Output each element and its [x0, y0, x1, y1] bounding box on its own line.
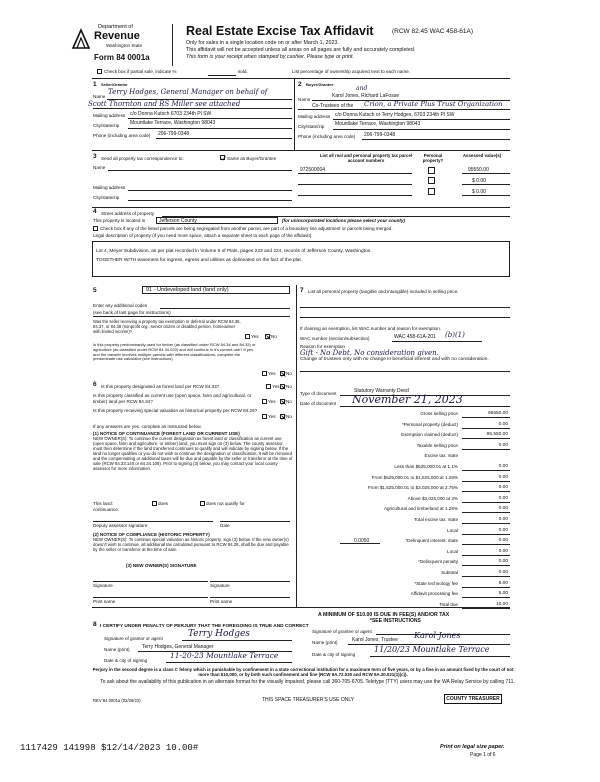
personal-property-checkbox-3[interactable]	[428, 188, 435, 195]
section-7-number: 7	[300, 287, 304, 294]
form-title-ref: (RCW 82.45 WAC 458-61A)	[392, 28, 474, 35]
does-label: does	[158, 501, 168, 506]
tax-row-label: Taxable selling price	[416, 442, 458, 448]
section-5-number: 5	[93, 287, 97, 294]
availability-note: To ask about the availability of this publication in an alternate format for the visually impaired, please call 360-705-6705. Teletype (TTY) users may use the WA Relay Service by calling 711.	[100, 679, 515, 685]
seller-name-hand: Terry Hodges, General Manager on behalf of	[108, 88, 268, 96]
doc-date-label: Date of document	[300, 401, 337, 406]
section-2-number: 2	[298, 81, 302, 88]
tax-row-underline	[462, 428, 510, 429]
tax-row-label: Local	[447, 548, 458, 554]
tax-row-value[interactable]: 0.00	[498, 570, 508, 575]
tax-row-label: *State technology fee	[414, 580, 458, 586]
use-code-select[interactable]: 91 - Undeveloped land (land only)	[142, 286, 290, 294]
personal-property-checkbox-1[interactable]	[428, 167, 435, 174]
buyer-and-hand: and	[356, 85, 368, 92]
grantee-signature-hand[interactable]: Karol Jones	[414, 631, 461, 640]
personal-property-checkbox-2[interactable]	[428, 177, 435, 184]
tax-row-label: *Delinquent interest: state	[405, 538, 458, 544]
additional-codes-label: Enter any additional codes	[93, 303, 148, 308]
tax-row-underline	[462, 597, 510, 598]
if-yes-label: If any answers are yes, complete as instructed below.	[93, 424, 202, 429]
assessed-value-header: Assessed value(s)	[462, 153, 502, 158]
seller-city-value[interactable]: Mountlake Terrace, Washington 98043	[130, 120, 216, 126]
assessed-value-1[interactable]: 95550.00	[468, 167, 489, 173]
grantor-date-hand[interactable]: 11-20-23 Mountlake Terrace	[170, 651, 279, 660]
s3-mailing-label: Mailing address	[93, 185, 126, 190]
tax-row-value[interactable]: 5.00	[498, 580, 508, 586]
tax-row-value[interactable]: 5.00	[498, 591, 508, 597]
buyer-name-value[interactable]: Karol Jones, Richard LaFosse	[332, 93, 399, 99]
s3-city-label: City/state/zip	[93, 195, 120, 200]
s6-q1-no-label: No	[286, 384, 292, 389]
s6-q2-no-label: No	[286, 399, 292, 404]
tax-row-underline	[462, 523, 510, 524]
buyer-name2-value[interactable]: Co-Trustees of the	[312, 103, 354, 109]
wac-number-hand: (b)(1)	[445, 331, 465, 339]
street-address-label: Street address of property	[101, 211, 155, 216]
q1-no-checkbox[interactable]	[265, 334, 270, 339]
q1-yes-label: Yes	[251, 334, 259, 339]
legal-description-box[interactable]	[92, 241, 510, 277]
buyer-phone-label: Phone (including area code)	[298, 134, 356, 139]
s6-q2-yes-label: Yes	[268, 399, 276, 404]
doc-type-label: Type of document	[300, 391, 337, 396]
new-owner-print-label-1: Print name	[93, 599, 116, 604]
grantor-signature-label: Signature of grantor or agent	[104, 636, 163, 641]
tax-row-label: Gross selling price	[420, 411, 458, 416]
tax-row-label: Less than $525,000.01 at 1.1%	[394, 464, 458, 469]
tax-row-value[interactable]: 0.00	[498, 421, 508, 427]
legal-description-line1: Lot 4, Meyer Subdivision, as per plat recorded in Volume 6 of Plats, pages 223 and 224, records of Jefferson County, Washington.	[96, 249, 372, 254]
check-icon	[281, 385, 286, 390]
reason-value[interactable]: Change of trustees only with no change in beneficial interest and with no consideration.	[300, 357, 489, 362]
this-land-label: This land:	[93, 501, 113, 506]
tax-row-underline	[462, 512, 510, 513]
new-owner-print-label-2: Print name	[210, 599, 233, 604]
reason-hand: Gift - No Debt, No consideration given.	[300, 349, 439, 357]
q2-no-checkbox[interactable]	[280, 371, 285, 376]
grantee-date-label: Date & city of signing	[312, 652, 356, 657]
legal-description-line2: TOGETHER WITH easement for ingress, egress and utilities as delineated on the fact of the plat.	[96, 257, 303, 263]
segregated-label: Check box if any of the listed parcels are being segregated from another parcel, are part of a boundary line adjustment or parcels being merged.	[100, 226, 393, 231]
s6-q1-yes-label: Yes	[272, 384, 280, 389]
does-not-label: does not qualify for	[206, 501, 245, 506]
s6-q3-yes-label: Yes	[268, 414, 276, 419]
see-instructions-note: *SEE INSTRUCTIONS	[370, 618, 421, 624]
tax-row-value[interactable]: 0.00	[498, 517, 508, 522]
ownership-note: List percentage of ownership acquired next to each name.	[292, 69, 410, 74]
notice-compliance-title: (2) NOTICE OF COMPLIANCE (HISTORIC PROPERTY)	[93, 532, 210, 537]
legal-description-label: Legal description of property (if you need more space, attach a separate sheet to each page of the affidavit).	[93, 233, 313, 238]
tax-row-underline	[462, 534, 510, 535]
tax-row-value[interactable]: 95,550.00	[486, 432, 508, 438]
q2-no-label: No	[286, 371, 292, 376]
seller-heading: Seller/Grantor	[101, 82, 128, 87]
tax-row-label: Exemption claimed (deduct)	[401, 432, 458, 438]
notice-compliance-body: NEW OWNER(S): To continue special valuation as historic property, sign (3) below. If the new owner(s) doesn't wish to continue, all additional tax calculated pursuant to RCW 84.26, shall be due and payable by the seller or transferor at the time of sale.	[93, 537, 289, 552]
seller-name-hand-2: Scott Thornton and RS Miller see attached	[88, 100, 241, 108]
section-8-number: 8	[93, 621, 97, 628]
form-title: Real Estate Excise Tax Affidavit	[186, 24, 374, 38]
see-list-label: (see back of last page for instructions)	[93, 310, 171, 315]
header-note-1: Only for sales in a single location code on or after March 1, 2023.	[186, 40, 339, 46]
s6-q1-yes-checkbox[interactable]	[266, 384, 271, 389]
buyer-heading: Buyer/Grantee	[306, 82, 334, 87]
seller-name-label: Name	[93, 94, 106, 99]
q2-yes-checkbox[interactable]	[262, 371, 267, 376]
buyer-city-value[interactable]: Mountlake Terrace, Washington 98043	[335, 121, 421, 127]
tax-row-underline	[462, 565, 510, 566]
doc-date-hand[interactable]: November 21, 2023	[352, 393, 463, 406]
tax-row-label: Agricultural and timberland at 1.28%	[383, 506, 458, 512]
header-note-3: This form is your receipt when stamped by cashier. Please type or print.	[186, 54, 354, 60]
assessor-signature-label: Deputy assessor signature	[93, 523, 148, 528]
page-number: Page 1 of 6	[470, 752, 496, 758]
tax-row-label: From $525,000.01 to $1,525,000 at 1.28%	[371, 474, 458, 480]
tax-row-label: Excise tax: state	[424, 453, 458, 459]
tax-row-value[interactable]: 0.00	[498, 474, 508, 480]
grantee-name-value[interactable]: Karol Jones, Trustee	[352, 637, 398, 643]
tax-row-value[interactable]: 0.00	[498, 485, 508, 491]
does-not-checkbox[interactable]	[200, 501, 205, 506]
assessed-value-3[interactable]: $ 0.00	[472, 189, 486, 195]
correspondence-label: Send all property tax correspondence to:	[101, 156, 184, 161]
grantor-signature-hand[interactable]: Terry Hodges	[188, 629, 250, 639]
s6-q1-no-checkbox[interactable]	[280, 384, 285, 389]
grantee-date-hand[interactable]: 11/20/23 Mountlake Terrace	[374, 645, 490, 654]
tax-row-underline	[462, 438, 510, 439]
does-checkbox[interactable]	[152, 501, 157, 506]
partial-sale-checkbox[interactable]	[97, 69, 102, 74]
revision-label: REV 84 0001a (02/28/23)	[93, 698, 141, 703]
tax-row-underline	[462, 491, 510, 492]
grantor-date-label: Date & city of signing	[104, 658, 148, 663]
tax-row-label: *Personal property (deduct)	[401, 421, 458, 427]
q2-yes-label: Yes	[268, 371, 276, 376]
assessed-value-2[interactable]: $ 0.00	[472, 178, 486, 184]
unincorporated-note: (for unincorporated locations please select your county)	[282, 218, 406, 223]
wac-number-label: WAC number (section/subsection)	[300, 336, 370, 341]
grantor-name-label: Name (print)	[104, 647, 130, 652]
tax-row-underline	[462, 555, 510, 556]
assessor-date-label: Date	[220, 523, 230, 528]
seller-phone-value[interactable]: 206-799-0348	[158, 131, 190, 137]
tax-row-label: *Delinquent penalty	[418, 559, 458, 565]
grantee-name-label: Name (print)	[312, 640, 338, 645]
notice-continuance-body: NEW OWNER(S): To continue the current designation as forest land or classification as current use (open space, farm and agriculture, or timber) land, you must sign on (3) below. The county assessor must then determine if the land transferred continues to qualify and will indicate by signing below. If the land no longer qualifies or you do not wish to continue the designation or classification, it will be removed and the compensating or additional taxes will be due and payable by the seller or transferor at the time of sale (RCW 84.33.140 or 84.34.108). Prior to signing (3) below, you may contact your local county assessor for more information.	[93, 436, 293, 471]
s6-q3-yes-checkbox[interactable]	[262, 414, 267, 419]
located-in-label: This property is located in	[93, 218, 146, 223]
tax-row-label: Above $3,025,000 at 3%	[407, 495, 458, 501]
parcel-number-1[interactable]: 972500004	[300, 167, 326, 173]
tax-row-label: Subtotal	[441, 570, 458, 575]
dor-logo-mark	[70, 28, 92, 50]
s6-q3-no-label: No	[286, 414, 292, 419]
new-owner-sig-label-2: Signature	[210, 583, 230, 588]
tax-row-value[interactable]: 0.00	[498, 495, 508, 501]
reason-label: Reason for exemption	[300, 344, 345, 349]
exemption-claim-label: If claiming an exemption, list WAC number and reason for exemption.	[300, 326, 442, 331]
tax-row-value[interactable]: 0.00	[498, 442, 508, 448]
check-icon	[281, 415, 286, 420]
perjury-statement: Perjury in the second degree is a class C felony which is punishable by confinement in a state correctional institution for a maximum term of five years, or by a fine in an amount fixed by the court of not more than $10,000, or by both such confinement and fine (RCW 9A.72.030 and RCW 9A.20.021(1)(c)).	[92, 667, 514, 678]
tax-row-underline	[462, 576, 510, 577]
section-4-number: 4	[93, 208, 97, 215]
tax-row-underline	[462, 481, 510, 482]
buyer-city-label: City/state/zip	[298, 124, 325, 129]
seller-phone-label: Phone (including area code)	[93, 133, 151, 138]
buyer-mailing-value[interactable]: c/o Donna Kutsch or Terry Hodges, 6703 234th Pl SW	[335, 112, 455, 118]
continuance-label: continuance.	[93, 507, 120, 512]
local-rate: 0.0050	[354, 538, 370, 544]
tax-row-underline	[462, 449, 510, 450]
form-number: Form 84 0001a	[94, 53, 150, 62]
sold-label: sold.	[238, 69, 248, 74]
county-treasurer-stamp: COUNTY TREASURER	[444, 694, 502, 704]
minimum-due-note: A MINIMUM OF $10.00 IS DUE IN FEE(S) AND/OR TAX	[318, 612, 450, 618]
check-icon	[281, 400, 286, 405]
tax-row-label: Total excise tax: state	[414, 517, 458, 522]
notice-continuance-title: (1) NOTICE OF CONTINUANCE (FOREST LAND OR CURRENT USE)	[93, 431, 240, 436]
check-icon	[221, 156, 226, 161]
s6-q3-no-checkbox[interactable]	[280, 414, 285, 419]
tax-row-value[interactable]: 10.00	[495, 601, 508, 607]
wac-number-value[interactable]: WAC 458-61A-201	[394, 334, 436, 340]
s6-q2-no-checkbox[interactable]	[280, 399, 285, 404]
same-as-buyer-checkbox[interactable]	[220, 155, 225, 160]
dept-line3: Washington State	[106, 43, 143, 48]
grantee-signature-label: Signature of grantee or agent	[312, 629, 372, 634]
buyer-mailing-label: Mailing address	[298, 114, 331, 119]
section-1-number: 1	[93, 81, 97, 88]
tax-row-underline	[462, 470, 510, 471]
exemption-question: Was the seller receiving a property tax exemption or deferral under RCW 84.36, 84.37, or 84.38 (nonprofit org., senior citizen or disabled person, homeowner with limited income)?	[93, 319, 241, 335]
current-use-question: Is this property classified as current use (open space, farm and agricultural, or timber) land per RCW 84.34?	[93, 393, 252, 404]
seller-city-label: City/state/zip	[93, 123, 120, 128]
buyer-name-label: Name	[298, 97, 311, 102]
tax-row-value[interactable]: 0.00	[498, 464, 508, 469]
partial-sale-label: Check box if partial sale, indicate %	[104, 69, 177, 74]
header-note-2: This affidavit will not be accepted unless all areas on all pages are fully and accurately completed.	[186, 47, 416, 53]
tax-row-label: Total due	[439, 601, 458, 607]
historic-question: Is this property receiving special valuation as historical property per RCW 84.26?	[93, 408, 258, 413]
county-select[interactable]: Jefferson County	[156, 217, 278, 224]
tax-row-label: Affidavit processing fee	[410, 591, 458, 597]
tax-row-value[interactable]: 95550.00	[487, 411, 508, 416]
new-owner-sig-label-1: Signature	[93, 583, 113, 588]
tax-row-underline	[462, 502, 510, 503]
segregated-checkbox[interactable]	[93, 226, 98, 231]
s6-q2-yes-checkbox[interactable]	[262, 399, 267, 404]
dept-line1: Department of	[98, 24, 133, 30]
q1-no-label: No	[271, 334, 277, 339]
tax-row-value[interactable]: 0.00	[498, 527, 508, 533]
check-icon	[266, 335, 271, 340]
tax-row-value[interactable]: 0.00	[498, 506, 508, 512]
dept-line2: Revenue	[94, 30, 140, 42]
legal-paper-note: Print on legal size paper.	[440, 744, 505, 750]
tax-row-value[interactable]: 0.00	[498, 548, 508, 554]
parcel-list-header: List all real and personal property tax parcel account numbers	[319, 153, 413, 164]
recording-stamp: 1117429 141998 $12/14/2023 10.00#	[20, 743, 199, 753]
tax-row-label: Local	[447, 527, 458, 533]
treasurer-use-only: THIS SPACE TREASURER'S USE ONLY	[262, 697, 355, 703]
personal-property-list-label: List all personal property (tangible and intangible) included in selling price.	[308, 289, 459, 294]
s3-name-label: Name	[93, 165, 106, 170]
section-3-number: 3	[93, 153, 97, 160]
seller-mailing-value[interactable]: c/o Donna Kutsch 6703 234th Pl SW	[130, 111, 212, 117]
tax-row-value[interactable]: 0.00	[498, 538, 508, 544]
new-owner-signature-heading: (3) NEW OWNER(S) SIGNATURE	[126, 563, 197, 568]
tax-row-underline	[462, 544, 510, 545]
buyer-name2-hand: Crion, a Private Plus Trust Organization	[364, 100, 503, 108]
buyer-phone-value[interactable]: 206-799-0348	[364, 132, 396, 138]
grantor-name-value[interactable]: Terry Hodges, General Manager	[142, 644, 214, 650]
same-as-buyer-label: Same as Buyer/Grantee	[227, 156, 277, 161]
forest-land-question: Is this property designated as forest land per RCW 84.33?	[101, 384, 220, 389]
section-6-number: 6	[93, 381, 97, 388]
doc-type-value[interactable]: Statutory Warranty Deed	[354, 388, 409, 394]
tax-row-underline	[462, 587, 510, 588]
tax-row-underline	[462, 417, 510, 418]
seller-mailing-label: Mailing address	[93, 113, 126, 118]
check-icon	[281, 372, 286, 377]
personal-property-header: Personal property?	[422, 153, 444, 164]
timber-question: Is this property predominantly used for timber (as classified under RCW 84.34 and 84.33) or agriculture (as classified under RCW 84.34.020) and will continue in it's current use? If yes and the transfer involves multiple parcels with different classifications, complete the predominate use calculator (see instructions)	[93, 342, 256, 362]
certify-statement: I CERTIFY UNDER PENALTY OF PERJURY THAT THE FOREGOING IS TRUE AND CORRECT	[100, 624, 309, 629]
tax-row-value[interactable]: 0.00	[498, 559, 508, 565]
tax-row-label: From $1,525,000.01 to $3,025,000 at 2.75%	[367, 485, 458, 491]
q1-yes-checkbox[interactable]	[245, 334, 250, 339]
